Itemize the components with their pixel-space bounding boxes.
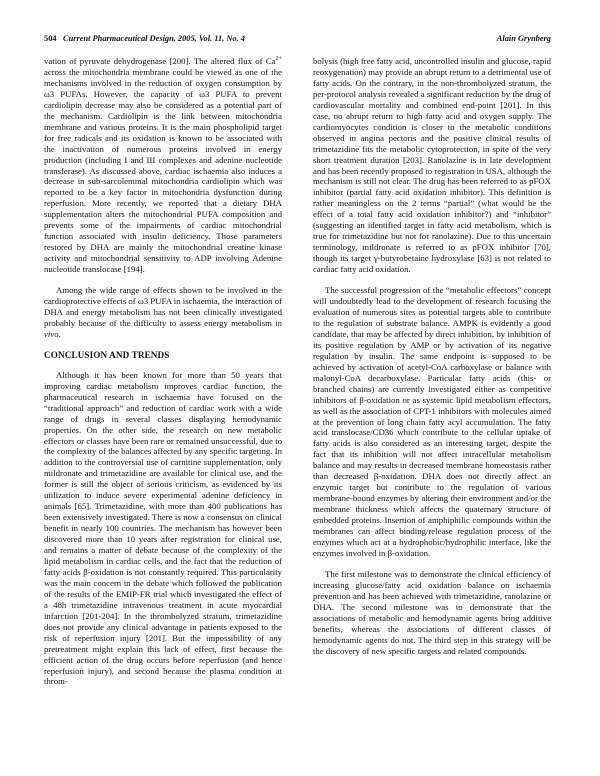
right-column <box>313 56 551 667</box>
left-column <box>44 56 282 697</box>
paragraph-milestones: The first milestone was to demonstrate the clinical efficiency of increasing glucose/fatty acid oxidation balance on ischaemia prevention and has been achieved with trimetazidine, ranolazine or DHA. The second milestone was to demonstrate that the associations of metabolic and hemodynamic agents bring additive benefits, whereas the associations of different classes of hemodynamic agents do not. The third step in this strategy will be the discovery of new specific targets and related compounds. <box>313 568 551 656</box>
running-author: Alain Grynberg <box>496 34 551 43</box>
paragraph-cardioprotective-effects: Among the wide range of effects shown to be involved in the cardioprotective effects of ω3 PUFA in ischaemia, the interaction of DHA and energy metabolism has not been clinically investigated probably because of the difficulty to assess energy metabolism in vivo. <box>44 285 282 339</box>
journal-citation: Current Pharmaceutical Design, 2005, Vol. 11, No. 4 <box>63 34 245 43</box>
paragraph-conclusion: Although it has been known for more than 50 years that improving cardiac metabolism improves cardiac function, the pharmaceutical research in ischaemia have focused on the “traditional approach” and reduction of cardiac work with a wide range of drugs in several classes displaying hemodynamic properties. On the other side, the research on new metabolic effectors or classes have been rare or remained unsuccessful, due to the complexity of the balances affected by any specific targeting. In addition to the controversial use of carnitine supplementation, only mildronate and trimetazidine are available for clinical use, and the former is still the object of serious criticism, as evidenced by its utilization to induce severe experimental adenine deficiency in animals [65]. Trimetazidine, with more than 400 publications has been extensively investigated. There is now a consensus on clinical benefit in nearly 100 countries. The mechanism has however been discovered more than 10 years after registration for clinical use, and remains a matter of debate because of the complexity of the lipid metabolism in cardiac cells, and the fact that the reduction of fatty acids β-oxidation is not constantly required. This particularity was the main concern in the debate which followed the publication of the results of the EMIP-FR trial which investigated the effect of a 48h trimetazidine intravenous treatment in acute myocardial infarction [201-204]. In the thrombolyzed stratum, trimetazidine does not provide any clinical advantage in patients exposed to the risk of reperfusion injury [201]. But the impossibility of any pretreatment might explain this lack of effect, first because the efficient action of the drug occurs before reperfusion (and hence reperfusion injury), and second because the plasma condition at throm- <box>44 369 282 687</box>
page-number: 504 <box>44 34 57 43</box>
paragraph-metabolic-effectors: The successful progression of the “metabolic effectors” concept will undoubtedly lead to the development of research focusing the evaluation of numerous sites as potential targets able to contribute to the regulation of substrate balance. AMPK is evidently a good candidate, that may be affected by direct inhibition, by inhibition of its positive regulation by AMP or by activation of its negative regulation by insulin. The same endpoint is supposed to be achieved by activation of acetyl-CoA carboxylase or balance with malonyl-CoA decarboxylase. Particular fatty acids (this- or branched chains) are currently investigated either as competitive inhibitors of β-oxidation or as systemic lipid metabolism effectors, as well as the association of CPT-1 inhibitors with molecules aimed at the prevention of long chain fatty acyl accumulation. The fatty acid translocase/CD36 which contribute to the cellular uptake of fatty acids is also considered as an interesting target, despite the fact that its inhibition will not affect intracellular metabolism balance and may results in decreased membrane homeostasis rather than decreased β-oxidation. DHA does not directly affect an enzymic target but contribute to the regulation of various membrane-bound enzymes by altering their environment and/or the membrane thickness which affects the quaternary structure of embedded proteins. Insertion of amphiphilic compounds within the membranes can affect binding/release regulation process of the enzymes which act at a hydrophobic/hydrophilic interface, like the enzymes involved in β-oxidation. <box>313 285 551 558</box>
paragraph-thrombolysis: bolysis (high free fatty acid, uncontrolled insulin and glucose, rapid reoxygenation) may provide an abrupt return to a detrimental use of fatty acids. On the contrary, in the non-thrombolyzed stratum, the per-protocol analysis revealed a significant reduction by the drug of cardiovascular mortality and combined end-point [201]. In this case, no abrupt return to high fatty acid and oxygen supply. The cardiomyocytes condition is closer to the metabolic conditions observed in angina pectoris and the positive clinical results of trimetazidine fits the metabolic cytoprotection, in spite of the very short treatment duration [203]. Ranolazine is in late development and has been recently proposed to registration in USA, although the mechanism is still not clear. The drug has been referred to as pFOX inhibitor (partial fatty acid oxidation inhibitor). This definition is rather meaningless on the 2 terms “partial” (what would be the effect of a total fatty acid oxidation inhibitor?) and “inhibitor” (suggesting an identified target in fatty acid metabolism, which is true for trimetazidine but not for ranolazine). Due to this uncertain terminology, mildronate is referred to as pFOX inhibitor [70], though its target γ-butyrobetaine hydroxylase [63] is not related to cardiac fatty acid oxidation. <box>313 56 551 275</box>
paragraph-mitochondria: vation of pyruvate dehydrogenase [200]. The altered flux of $Ca^{2+}$ across the mitochondria membrane could be viewed as one of the mechanisms involved in the reduction of oxygen consumption by ω3 PUFAs. However, the capacity of ω3 PUFA to prevent cardiolipin decrease may also be considered as a potential part of the mechanism. Cardiolipin is the link between mitochondria membrane and various proteins. It is the main phospholipid target for free radicals and its oxidation is known to be associated with the inactivation of numerous proteins involved in energy production (including I and III complexes and adenine nucleotide transferase). As discussed above, cardiac ischaemia also induces a decrease in sub-sarcolemmal mitochondria cardiolipin which was reported to be a key factor in mitochondria dysfunction during reperfusion. More recently, we reported that a dietary DHA supplementation alters the mitochondrial PUFA composition and prevents some of the impairments of cardiac mitochondrial function associated with insulin deficiency. Those parameters restored by DHA are mainly the mitochondrial creatine kinase activity and mitochondrial sensitivity to ADP involving Adenine nucleotide translocase [194]. <box>44 56 282 275</box>
section-heading-conclusion: CONCLUSION AND TRENDS <box>44 349 170 360</box>
running-header <box>44 34 551 48</box>
